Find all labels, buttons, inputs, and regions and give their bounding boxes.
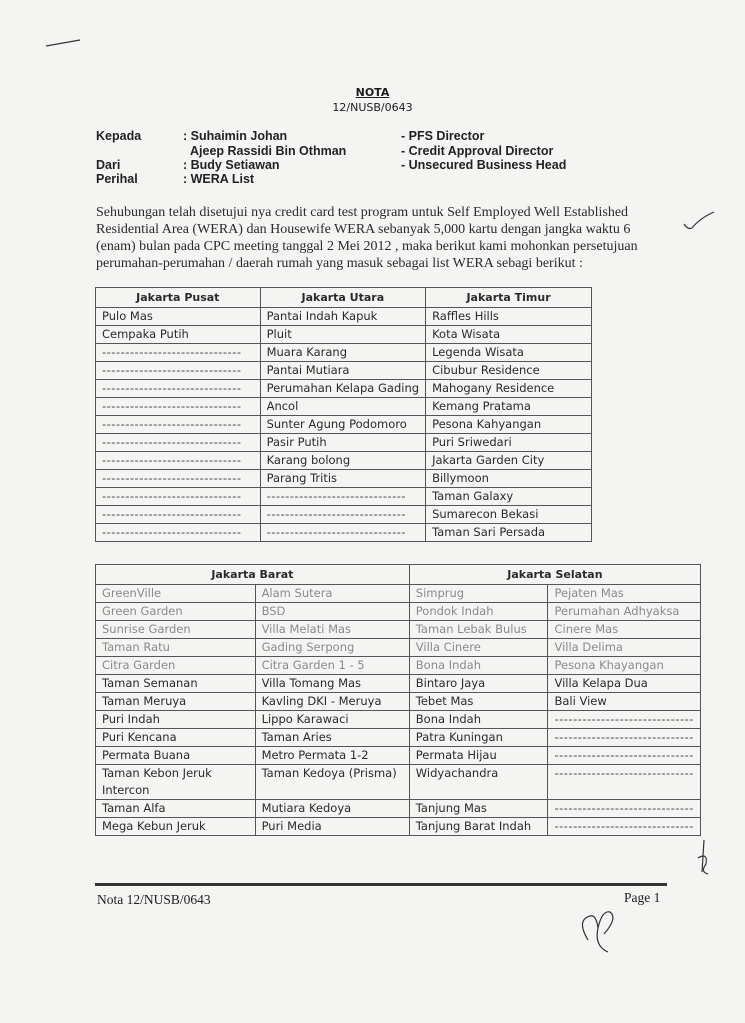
kepada-value-1: : Suhaimin Johan: [183, 129, 288, 143]
table-cell: ------------------------------: [96, 398, 261, 416]
table-cell: Villa Melati Mas: [255, 621, 409, 639]
dari-value: : Budy Setiawan: [183, 158, 280, 172]
table-cell: Kavling DKI - Meruya: [255, 693, 409, 711]
table-cell: Pesona Kahyangan: [426, 416, 592, 434]
table-row: [96, 800, 701, 818]
table-cell: ------------------------------: [548, 765, 701, 800]
check-mark-icon: [682, 210, 716, 232]
perihal-label: Perihal: [96, 172, 138, 186]
table-cell: Taman Kebon Jeruk Intercon: [96, 765, 256, 800]
table-cell: ------------------------------: [96, 506, 261, 524]
table-cell: Puri Media: [255, 818, 409, 836]
table-cell: Taman Alfa: [96, 800, 256, 818]
table-cell: Taman Semanan: [96, 675, 256, 693]
role-2: - Credit Approval Director: [401, 144, 554, 158]
table1-header-timur: Jakarta Timur: [426, 288, 592, 308]
table-cell: BSD: [255, 603, 409, 621]
table-cell: Taman Kedoya (Prisma): [255, 765, 409, 800]
table-cell: Permata Buana: [96, 747, 256, 765]
table-cell: ------------------------------: [260, 524, 425, 542]
kepada-value-2: Ajeep Rassidi Bin Othman: [190, 144, 347, 158]
table-cell: Pesona Khayangan: [548, 657, 701, 675]
table-cell: GreenVille: [96, 585, 256, 603]
table-cell: Perumahan Kelapa Gading: [260, 380, 425, 398]
table-cell: Gading Serpong: [255, 639, 409, 657]
table-cell: Muara Karang: [260, 344, 425, 362]
table-cell: Puri Kencana: [96, 729, 256, 747]
kepada-label: Kepada: [96, 129, 142, 143]
table-cell: Raffles Hills: [426, 308, 592, 326]
perihal-value: : WERA List: [183, 172, 255, 186]
table-cell: Green Garden: [96, 603, 256, 621]
table-row: [96, 524, 592, 542]
table-row: [96, 470, 592, 488]
table-row: [96, 711, 701, 729]
table-cell: Jakarta Garden City: [426, 452, 592, 470]
table-cell: Kemang Pratama: [426, 398, 592, 416]
table-row: [96, 326, 592, 344]
table-cell: Tanjung Mas: [409, 800, 548, 818]
table-row: [96, 506, 592, 524]
role-1: - PFS Director: [401, 129, 485, 143]
table-row: [96, 452, 592, 470]
table-cell: Karang bolong: [260, 452, 425, 470]
memo-title: NOTA: [355, 86, 390, 99]
table-cell: Bona Indah: [409, 657, 548, 675]
table-cell: Taman Sari Persada: [426, 524, 592, 542]
table-cell: Taman Galaxy: [426, 488, 592, 506]
table-cell: ------------------------------: [96, 416, 261, 434]
table1-header-pusat: Jakarta Pusat: [96, 288, 261, 308]
table-row: [96, 344, 592, 362]
table-cell: Tanjung Barat Indah: [409, 818, 548, 836]
table-cell: ------------------------------: [260, 506, 425, 524]
table-cell: Mutiara Kedoya: [255, 800, 409, 818]
table-cell: Lippo Karawaci: [255, 711, 409, 729]
table-cell: Citra Garden 1 - 5: [255, 657, 409, 675]
table1-header-utara: Jakarta Utara: [260, 288, 425, 308]
footer-nota-number: Nota 12/NUSB/0643: [97, 892, 211, 907]
footer-page-number: Page 1: [624, 890, 661, 905]
table-row: [96, 380, 592, 398]
table-cell: Widyachandra: [409, 765, 548, 800]
table-cell: ------------------------------: [548, 800, 701, 818]
table-row: [96, 765, 701, 800]
table-cell: ------------------------------: [548, 818, 701, 836]
table-cell: Ancol: [260, 398, 425, 416]
table-cell: Pantai Indah Kapuk: [260, 308, 425, 326]
table-cell: ------------------------------: [96, 488, 261, 506]
table-row: [96, 416, 592, 434]
memo-number: 12/NUSB/0643: [332, 101, 413, 114]
table-cell: Perumahan Adhyaksa: [548, 603, 701, 621]
table-cell: Villa Tomang Mas: [255, 675, 409, 693]
table-cell: Taman Lebak Bulus: [409, 621, 548, 639]
table-cell: Puri Indah: [96, 711, 256, 729]
table-cell: Puri Sriwedari: [426, 434, 592, 452]
table-cell: Sunter Agung Podomoro: [260, 416, 425, 434]
table-cell: Villa Delima: [548, 639, 701, 657]
table-cell: Sunrise Garden: [96, 621, 256, 639]
table-cell: Taman Aries: [255, 729, 409, 747]
table-jakarta-barat-selatan: [95, 564, 701, 836]
table-cell: Mahogany Residence: [426, 380, 592, 398]
table-jakarta-pusat-utara-timur: [95, 287, 592, 542]
table-cell: Simprug: [409, 585, 548, 603]
table-row: [96, 434, 592, 452]
table-cell: ------------------------------: [96, 380, 261, 398]
table-cell: Taman Meruya: [96, 693, 256, 711]
table-cell: ------------------------------: [260, 488, 425, 506]
table-cell: Kota Wisata: [426, 326, 592, 344]
table-row: [96, 585, 701, 603]
table-cell: ------------------------------: [96, 362, 261, 380]
table-cell: ------------------------------: [96, 434, 261, 452]
table-row: [96, 657, 701, 675]
table2-header-barat: Jakarta Barat: [96, 565, 410, 585]
table-cell: Cibubur Residence: [426, 362, 592, 380]
footer-rule: [95, 883, 667, 886]
table-row: [96, 362, 592, 380]
table-cell: Bali View: [548, 693, 701, 711]
table-cell: Cinere Mas: [548, 621, 701, 639]
table-cell: Alam Sutera: [255, 585, 409, 603]
table-cell: Tebet Mas: [409, 693, 548, 711]
dari-label: Dari: [96, 158, 121, 172]
table-cell: ------------------------------: [96, 524, 261, 542]
table-row: [96, 621, 701, 639]
table-row: [96, 818, 701, 836]
table-cell: Patra Kuningan: [409, 729, 548, 747]
table-cell: ------------------------------: [548, 729, 701, 747]
pen-mark-top: [44, 36, 84, 50]
table-row: [96, 603, 701, 621]
table-row: [96, 308, 592, 326]
table-cell: Legenda Wisata: [426, 344, 592, 362]
table-row: [96, 729, 701, 747]
table-cell: Sumarecon Bekasi: [426, 506, 592, 524]
table-cell: ------------------------------: [96, 452, 261, 470]
table-cell: Pantai Mutiara: [260, 362, 425, 380]
role-3: - Unsecured Business Head: [401, 158, 567, 172]
table-row: [96, 675, 701, 693]
table-cell: Metro Permata 1-2: [255, 747, 409, 765]
table-cell: ------------------------------: [548, 711, 701, 729]
table-cell: Pasir Putih: [260, 434, 425, 452]
table-cell: Bona Indah: [409, 711, 548, 729]
table-cell: Pondok Indah: [409, 603, 548, 621]
table-cell: Cempaka Putih: [96, 326, 261, 344]
table-cell: ------------------------------: [548, 747, 701, 765]
signature-mark-right: [694, 838, 716, 878]
table-cell: Taman Ratu: [96, 639, 256, 657]
table-cell: ------------------------------: [96, 470, 261, 488]
table-row: [96, 747, 701, 765]
memo-body-paragraph: Sehubungan telah disetujui nya credit card test program untuk Self Employed Well Established Residential Area (WERA) dan Housewife WERA sebanyak 5,000 kartu dengan jangka waktu 6 (enam) bulan pada CPC meeting tanggal 2 Mei 2012 , maka berikut kami mohonkan persetujuan perumahan-perumahan / daerah rumah yang masuk sebagai list WERA sebagi berikut :: [96, 205, 638, 271]
table-row: [96, 693, 701, 711]
table-cell: Bintaro Jaya: [409, 675, 548, 693]
table-cell: Permata Hijau: [409, 747, 548, 765]
table-cell: Parang Tritis: [260, 470, 425, 488]
table-cell: ------------------------------: [96, 344, 261, 362]
table-cell: Pejaten Mas: [548, 585, 701, 603]
table-cell: Villa Cinere: [409, 639, 548, 657]
table-row: [96, 639, 701, 657]
signature-initials: [574, 900, 634, 956]
table-row: [96, 398, 592, 416]
table-cell: Billymoon: [426, 470, 592, 488]
table2-header-selatan: Jakarta Selatan: [409, 565, 700, 585]
table-cell: Citra Garden: [96, 657, 256, 675]
table-cell: Villa Kelapa Dua: [548, 675, 701, 693]
table-row: [96, 488, 592, 506]
table-cell: Mega Kebun Jeruk: [96, 818, 256, 836]
table-cell: Pulo Mas: [96, 308, 261, 326]
table-cell: Pluit: [260, 326, 425, 344]
